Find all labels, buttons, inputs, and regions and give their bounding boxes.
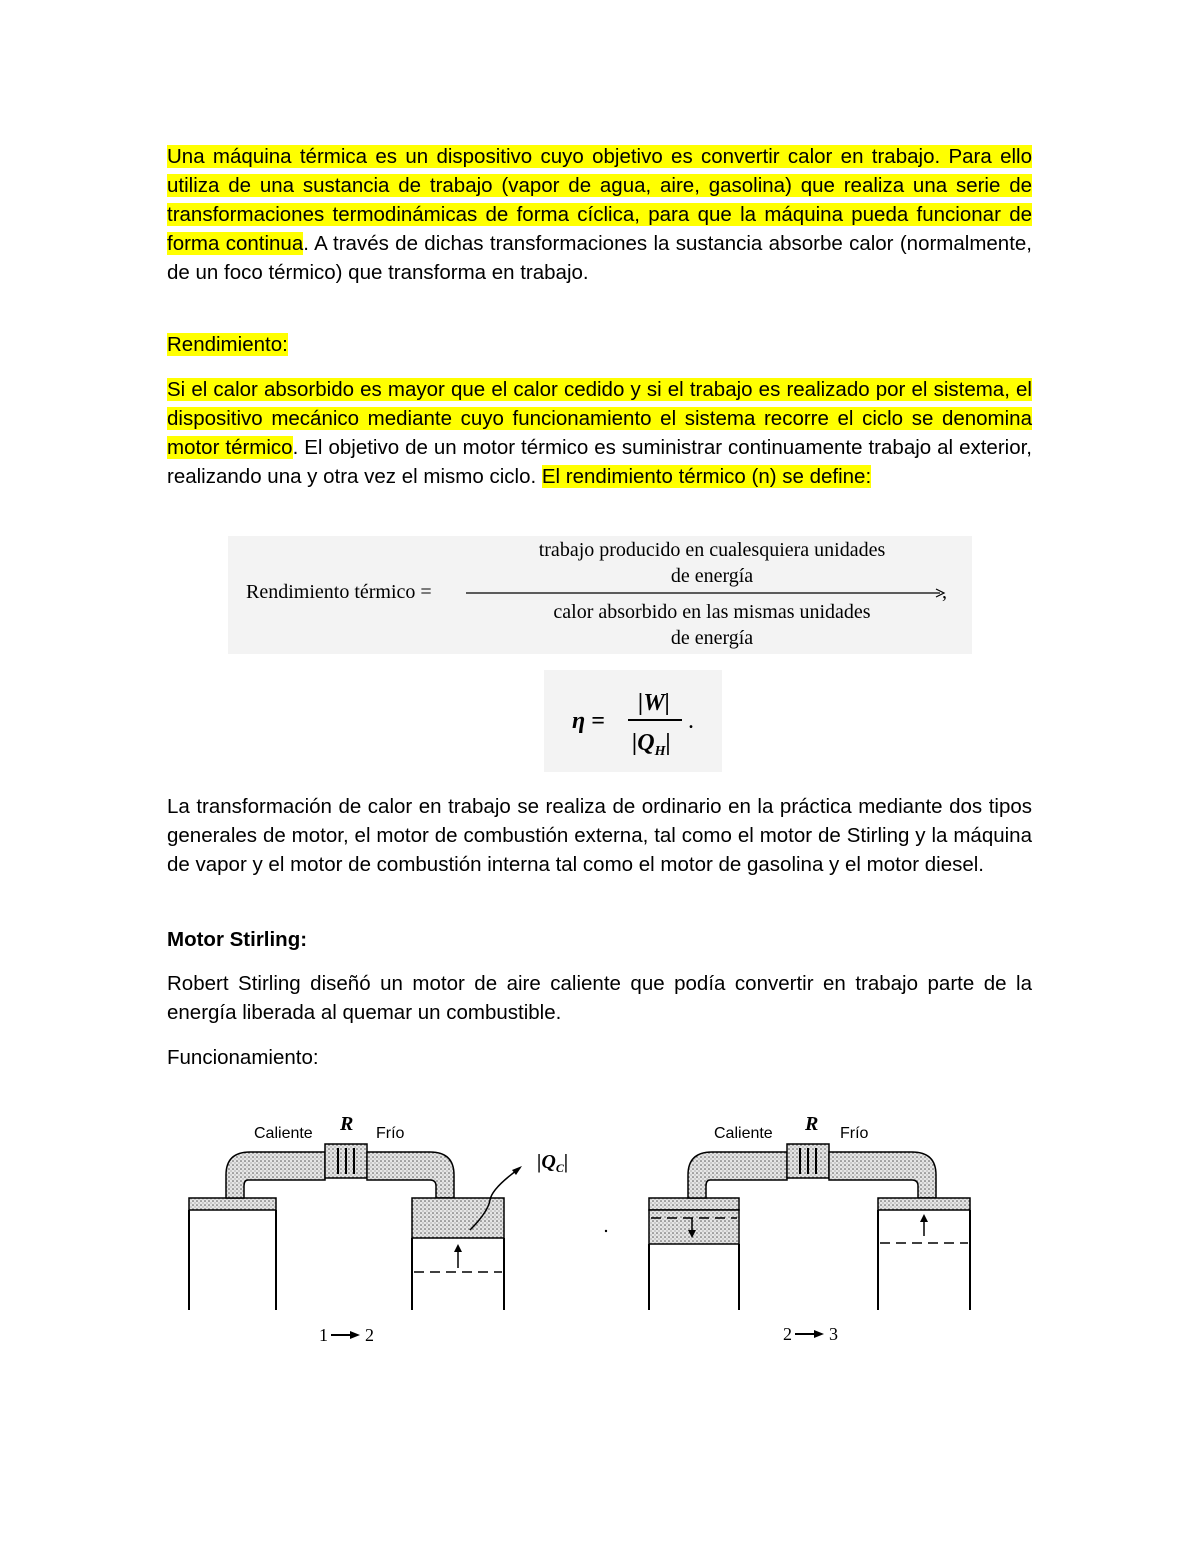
highlighted-text-1: Si el calor absorbido es mayor que el calor cedido y si el trabajo es realizado por el sistema, el dispositivo mecánico mediante cuyo funcionamiento el sistema recorre el ciclo se denomina motor térmico: [167, 378, 1032, 459]
efficiency-formula-image: [228, 536, 972, 654]
formula-denominator-line1: calor absorbido en las mismas unidades: [553, 601, 871, 623]
paragraph-rendimiento: [167, 375, 1032, 491]
hot-label: Caliente: [714, 1125, 773, 1142]
eta-period: .: [688, 708, 694, 734]
plain-text: . A través de dichas transformaciones la sustancia absorbe calor (normalmente, de un foco térmico) que transforma en trabajo.: [167, 232, 1032, 284]
formula-numerator-line1: trabajo producido en cualesquiera unidades: [538, 539, 886, 561]
step-to: 2: [365, 1325, 374, 1345]
paragraph-stirling: Robert Stirling diseñó un motor de aire caliente que podía convertir en trabajo parte de la energía liberada al quemar un combustible.: [167, 972, 1032, 1024]
highlighted-text-2: El rendimiento térmico (n) se define:: [541, 465, 872, 488]
rendimiento-heading-text: Rendimiento:: [167, 333, 288, 356]
step-to: 3: [829, 1324, 838, 1344]
stirling-diagrams: [0, 1100, 1200, 1360]
formula-denominator-line2: de energía: [670, 627, 754, 649]
rendimiento-heading: [167, 330, 1032, 359]
hot-label: Caliente: [254, 1125, 313, 1142]
paragraph-intro: [167, 142, 1032, 287]
regenerator-label: R: [805, 1113, 819, 1135]
formula-lhs: Rendimiento térmico =: [246, 581, 432, 603]
highlighted-text: Una máquina térmica es un dispositivo cuyo objetivo es convertir calor en trabajo. Para ello utiliza de una sustancia de trabajo (vapor de agua, aire, gasolina) que realiza una serie de transformaciones termodinámicas de forma cíclica, para que la máquina pueda funcionar de forma continua: [167, 145, 1032, 255]
regenerator-label: R: [340, 1113, 354, 1135]
diagram-step-2-3: [649, 1113, 970, 1344]
paragraph-transformacion: La transformación de calor en trabajo se realiza de ordinario en la práctica mediante dos tipos generales de motor, el motor de combustión externa, tal como el motor de Stirling y la máquina de vapor y el motor de combustión interna tal como el motor de gasolina y el motor diesel.: [167, 795, 1032, 876]
cold-label: Frío: [840, 1125, 869, 1142]
formula-trailing: ,: [942, 581, 947, 603]
diagram-step-1-2: [189, 1113, 568, 1345]
eta-formula-image: [544, 670, 722, 772]
heat-cold-label: $|Q_C|$: [537, 1151, 569, 1175]
eta-denominator: $|Q_H|$: [632, 730, 671, 759]
funcionamiento-heading: Funcionamiento:: [167, 1046, 319, 1069]
step-from: 2: [783, 1324, 792, 1344]
cold-label: Frío: [376, 1125, 405, 1142]
stirling-heading: Motor Stirling:: [167, 928, 308, 951]
formula-numerator-line2: de energía: [670, 565, 754, 587]
eta-numerator: |W|: [638, 690, 670, 716]
eta-symbol: η =: [572, 708, 605, 734]
plain-text: . El objetivo de un motor térmico es suministrar continuamente trabajo al exterior, realizando una y otra vez el mismo ciclo.: [167, 436, 1032, 488]
step-from: 1: [319, 1325, 328, 1345]
